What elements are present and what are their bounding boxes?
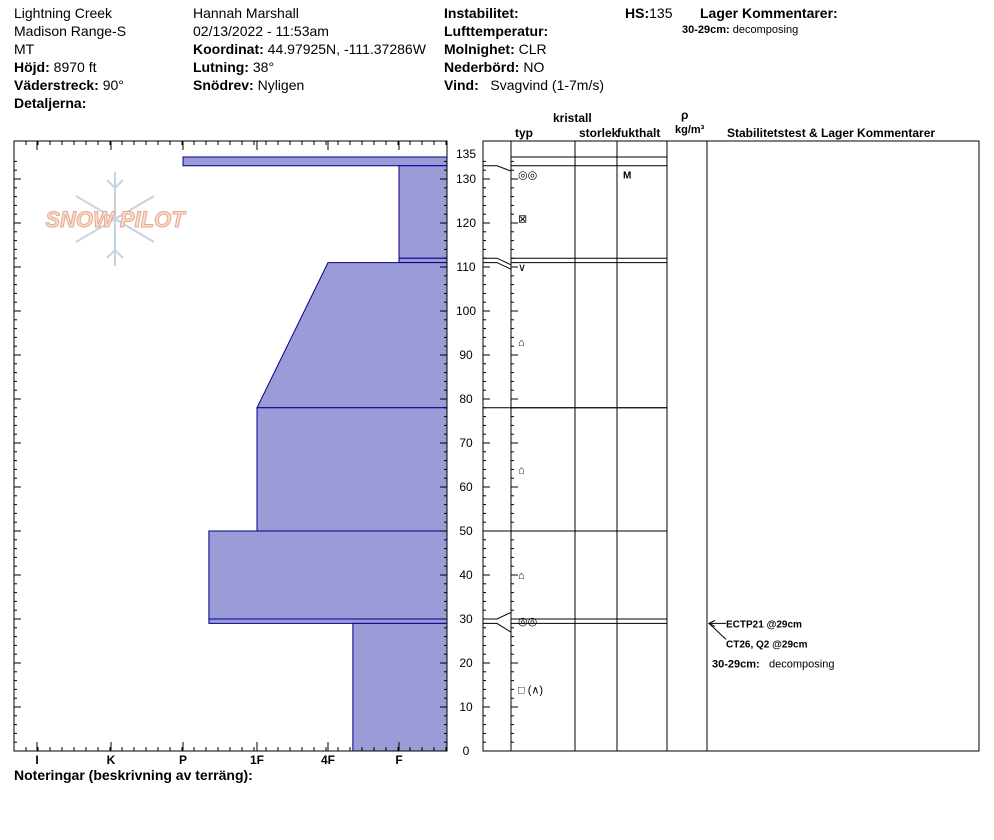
logo-text: SNOW PILOT (45, 207, 185, 232)
x-tick-label: P (178, 753, 188, 767)
y-tick-label: 100 (455, 304, 477, 318)
test-label: CT26, Q2 @29cm (726, 639, 808, 651)
hs-value: 135 (649, 5, 673, 21)
test-arrow (709, 623, 726, 639)
layer-connector (483, 258, 511, 265)
crystal-symbol: ◎◎ (518, 169, 538, 182)
hardness-layer (257, 408, 447, 531)
precip-value: NO (523, 59, 545, 75)
snowdrift-value: Nyligen (257, 77, 305, 93)
y-tick-label: 50 (459, 524, 473, 538)
details-label: Detaljerna: (14, 95, 87, 111)
elevation-label: Höjd: (14, 59, 50, 75)
col-moisture: fukthalt (617, 126, 661, 140)
y-tick-label: 135 (455, 147, 477, 161)
location-name: Lightning Creek (14, 5, 113, 21)
instability-label: Instabilitet: (444, 5, 519, 21)
crystal-symbol: ⌂ (518, 570, 525, 582)
y-tick-label: 10 (459, 700, 473, 714)
comment-range: 30-29cm: (712, 658, 760, 671)
wind-label: Vind: (444, 77, 479, 93)
comment-text: decomposing (769, 658, 835, 671)
aspect-value: 90° (102, 77, 124, 93)
crystal-symbol: ⌂ (518, 464, 525, 477)
hs-label: HS: (625, 5, 650, 21)
layer-comments-title: Lager Kommentarer: (700, 5, 838, 21)
y-tick-label: 130 (455, 172, 477, 186)
y-tick-label: 40 (459, 568, 473, 582)
y-tick-label: 110 (456, 260, 476, 274)
y-tick-label: 80 (459, 392, 473, 406)
elevation-value: 8970 ft (53, 59, 97, 75)
col-stability: Stabilitetstest & Lager Kommentarer (727, 126, 936, 140)
crystal-symbol: ⊠ (518, 213, 528, 226)
col-crystal: kristall (553, 111, 592, 125)
slope-label: Lutning: (193, 59, 249, 75)
snowpilot-logo (45, 172, 186, 266)
hardness-layer (257, 263, 447, 408)
hardness-profile (183, 157, 447, 751)
layer-connector (483, 166, 511, 171)
hardness-layer (399, 258, 447, 262)
crystal-symbol: ⌂ (518, 336, 525, 349)
y-tick-label: 120 (455, 216, 477, 230)
layer-connector (483, 623, 511, 632)
layer-comment-text: decomposing (732, 24, 799, 36)
hardness-layer (209, 531, 447, 619)
slope-value: 38° (252, 59, 275, 75)
cloud-label: Molnighet: (444, 41, 515, 57)
aspect-label: Väderstreck: (14, 77, 99, 93)
col-size: storlek (579, 126, 619, 140)
hardness-layer (183, 157, 447, 166)
location-range: Madison Range-S (14, 23, 127, 39)
y-tick-label: 60 (459, 480, 473, 494)
datetime: 02/13/2022 - 11:53am (193, 23, 329, 39)
hardness-layer (353, 623, 447, 751)
layer-connector (483, 263, 511, 270)
x-tick-label: 1F (249, 753, 265, 767)
coord-label: Koordinat: (193, 41, 264, 57)
observer-name: Hannah Marshall (193, 5, 299, 21)
coord-value: 44.97925N, -111.37286W (267, 41, 426, 57)
crystal-symbol: □ (∧) (518, 684, 544, 697)
x-tick-label: F (395, 753, 403, 767)
cloud-value: CLR (518, 41, 547, 57)
x-tick-label: 4F (320, 753, 336, 767)
x-tick-label: I (35, 753, 39, 767)
y-tick-label: 90 (459, 348, 473, 362)
crystal-symbol: ∨ (518, 262, 527, 274)
x-tick-label: K (106, 753, 116, 767)
precip-label: Nederbörd: (444, 59, 520, 75)
col-rho: ρ (681, 108, 689, 122)
snowdrift-label: Snödrev: (193, 77, 254, 93)
airtemp-label: Lufttemperatur: (444, 23, 549, 39)
location-state: MT (14, 41, 35, 57)
stability-tests (709, 619, 834, 670)
hardness-layer (209, 619, 447, 623)
y-tick-label: 20 (459, 656, 473, 670)
notes-label: Noteringar (beskrivning av terräng): (14, 767, 253, 783)
test-label: ECTP21 @29cm (726, 619, 802, 631)
layer-comment-range: 30-29cm: (682, 24, 730, 36)
col-density-unit: kg/m³ (675, 124, 705, 136)
crystal-symbol: ◎◎ (518, 616, 538, 629)
y-tick-label: 30 (459, 612, 473, 626)
hardness-layer (399, 166, 447, 258)
y-tick-label: 0 (462, 744, 470, 758)
y-tick-label: 70 (459, 436, 473, 450)
col-type: typ (515, 126, 533, 140)
wind-value: Svagvind (1-7m/s) (490, 77, 605, 93)
moisture-code: M (623, 170, 632, 182)
layer-connector (483, 612, 511, 619)
